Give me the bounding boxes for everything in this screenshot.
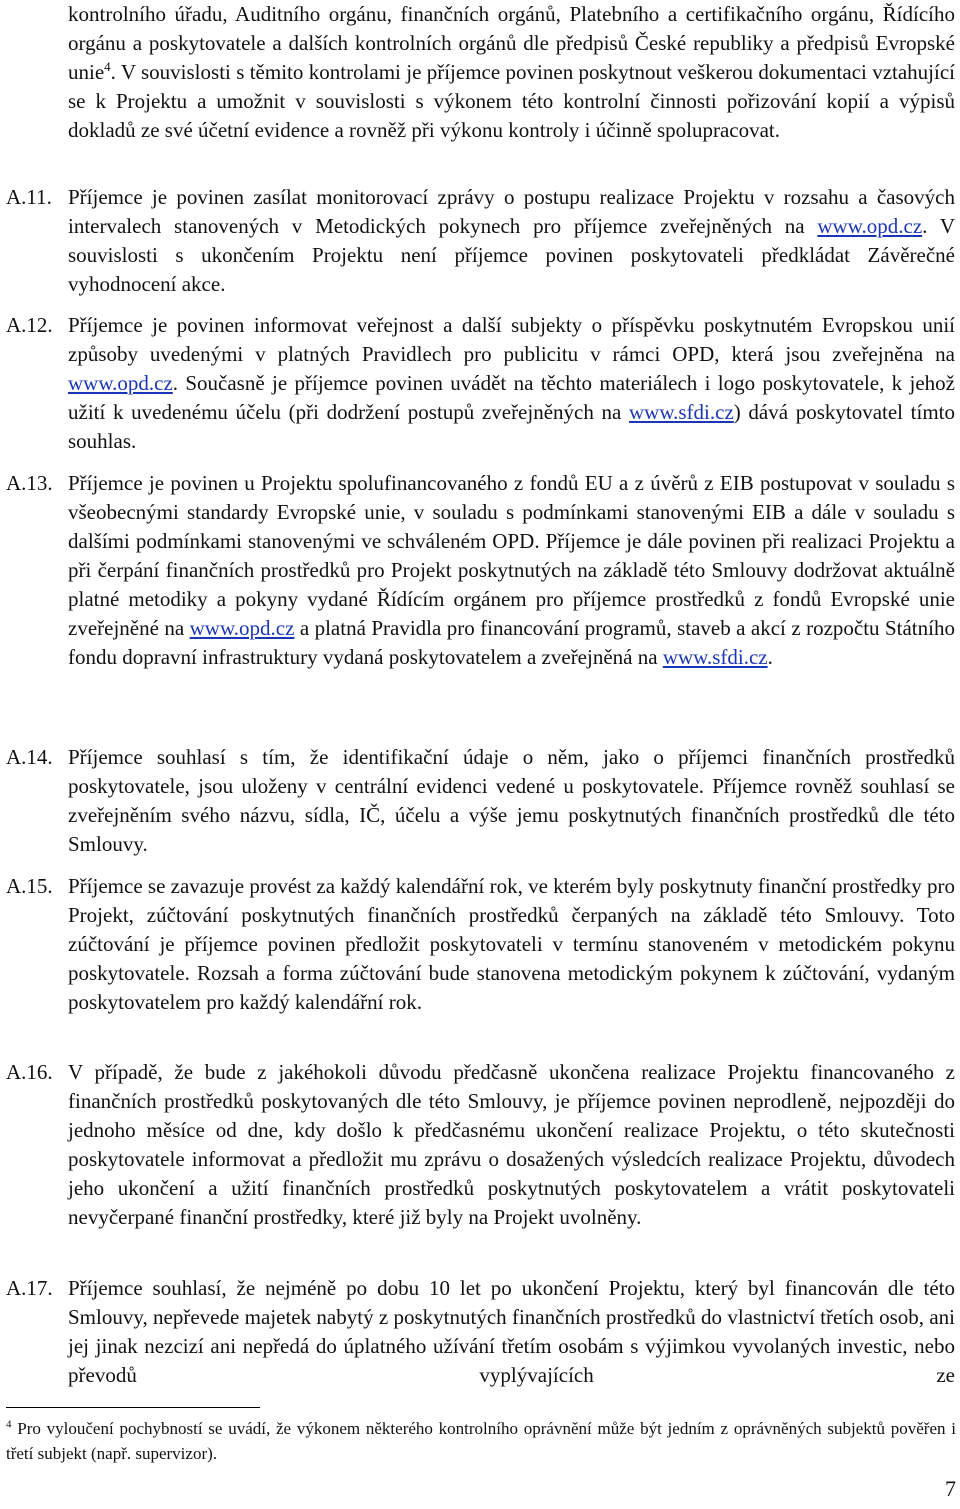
- paragraph-a11: [0, 183, 955, 299]
- paragraph-number: A.13.: [6, 471, 53, 495]
- paragraph-a15: [0, 872, 955, 1017]
- para-text: kontrolního úřadu, Auditního orgánu, finančních orgánů, Platebního a certifikačního orgánu, Řídícího orgánu a poskytovatele a dalších kontrolních orgánů dle předpisů České republiky a předpisů Evropské unie: [68, 2, 955, 84]
- paragraph-number: A.11.: [6, 185, 52, 209]
- para-text: .: [767, 645, 773, 669]
- para-text: . V souvislosti s těmito kontrolami je příjemce povinen poskytnout veškerou dokumentaci vztahující se k Projektu a umožnit v souvislosti s výkonem této kontrolní činnosti pořizování kopií a výpisů dokladů ze své účetní evidence a rovněž při výkonu kontroly i účinně spolupracovat.: [68, 60, 955, 142]
- para-text: Příjemce je povinen informovat veřejnost a další subjekty o příspěvku poskytnutém Evropskou unií způsoby uvedenými v platných Pravidlech pro publicitu v rámci OPD, která jsou zveřejněna na: [68, 313, 955, 366]
- link-opd[interactable]: www.opd.cz: [68, 371, 173, 395]
- para-text: . Současně je příjemce povinen uvádět na těchto materiálech i logo poskytovatele, k jehož užití k uvedenému účelu (při dodržení postupů zveřejněných na: [68, 371, 955, 424]
- paragraph-number: A.15.: [6, 874, 53, 898]
- paragraph-number: A.12.: [6, 313, 53, 337]
- para-text: . V souvislosti s ukončením Projektu není příjemce povinen poskytovateli předkládat Závěrečné vyhodnocení akce.: [68, 214, 955, 296]
- para-text: Příjemce se zavazuje provést za každý kalendářní rok, ve kterém byly poskytnuty finanční prostředky pro Projekt, zúčtování poskytnutých finančních prostředků čerpaných na základě této Smlouvy. Toto zúčtování je příjemce povinen předložit poskytovateli v termínu stanoveném v metodickém pokynu poskytovatele. Rozsah a forma zúčtování bude stanovena metodickým pokynem k zúčtování, vydaným poskytovatelem pro každý kalendářní rok.: [68, 874, 955, 1014]
- link-opd[interactable]: www.opd.cz: [817, 214, 923, 238]
- paragraph-number: A.16.: [6, 1060, 53, 1084]
- footnote-number: 4: [6, 1418, 12, 1431]
- link-opd[interactable]: www.opd.cz: [189, 616, 295, 640]
- paragraph-a17: [0, 1274, 955, 1390]
- para-text: Příjemce souhlasí s tím, že identifikační údaje o něm, jako o příjemci finančních prostředků poskytovatele, jsou uloženy v centrální evidenci vedené u poskytovatele. Příjemce rovněž souhlasí se zveřejněním svého názvu, sídla, IČ, účelu a výše jemu poskytnutých finančních prostředků dle této Smlouvy.: [68, 745, 955, 856]
- paragraph-a13: [0, 469, 955, 672]
- paragraph-a14: [0, 743, 955, 859]
- footnote-text: Pro vyloučení pochybností se uvádí, že výkonem některého kontrolního oprávnění může být jedním z oprávněných subjektů pověřen i třetí subjekt (např. supervizor).: [6, 1419, 956, 1463]
- footnote-separator: [6, 1407, 260, 1408]
- para-text: ) dává poskytovatel tímto souhlas.: [68, 400, 955, 453]
- paragraph-number: A.17.: [6, 1276, 53, 1300]
- footnote-reference[interactable]: 4: [104, 59, 111, 74]
- link-sfdi[interactable]: www.sfdi.cz: [662, 645, 768, 669]
- paragraph-a12: [0, 311, 955, 456]
- footnote: [6, 1416, 956, 1466]
- link-sfdi[interactable]: www.sfdi.cz: [628, 400, 734, 424]
- paragraph-continuation: [0, 0, 955, 145]
- para-text: Příjemce souhlasí, že nejméně po dobu 10 let po ukončení Projektu, který byl financován dle této Smlouvy, nepřevede majetek nabytý z poskytnutých finančních prostředků do vlastnictví třetích osob, ani jej jinak nezcizí ani nepředá do úplatného užívání třetím osobám s výjimkou vyvolaných investic, nebo převodů vyplývajících ze: [68, 1276, 955, 1387]
- paragraph-a16: [0, 1058, 955, 1232]
- para-text: V případě, že bude z jakéhokoli důvodu předčasně ukončena realizace Projektu financovaného z finančních prostředků poskytovaných dle této Smlouvy, je příjemce povinen neprodleně, nejpozději do jednoho měsíce od dne, kdy došlo k předčasnému ukončení realizace Projektu, o této skutečnosti poskytovatele informovat a předložit mu zprávu o dosažených výsledcích realizace Projektu, důvodech jeho ukončení a užití finančních prostředků poskytnutých poskytovatelem a vrátit poskytovateli nevyčerpané finanční prostředky, které již byly na Projekt uvolněny.: [68, 1060, 955, 1229]
- paragraph-number: A.14.: [6, 745, 53, 769]
- para-text: Příjemce je povinen zasílat monitorovací zprávy o postupu realizace Projektu v rozsahu a časových intervalech stanovených v Metodických pokynech pro příjemce zveřejněných na: [68, 185, 955, 238]
- para-text: Příjemce je povinen u Projektu spolufinancovaného z fondů EU a z úvěrů z EIB postupovat v souladu s všeobecnými standardy Evropské unie, v souladu s podmínkami stanovenými EIB a dále v souladu s dalšími podmínkami stanovenými ve schváleném OPD. Příjemce je dále povinen při realizaci Projektu a při čerpání finančních prostředků pro Projekt poskytnutých na základě této Smlouvy dodržovat aktuálně platné metodiky a pokyny vydané Řídícím orgánem pro příjemce prostředků z fondů Evropské unie zveřejněné na: [68, 471, 955, 640]
- page-number: 7: [945, 1476, 956, 1501]
- para-text: a platná Pravidla pro financování programů, staveb a akcí z rozpočtu Státního fondu dopravní infrastruktury vydaná poskytovatelem a zveřejněná na: [68, 616, 955, 669]
